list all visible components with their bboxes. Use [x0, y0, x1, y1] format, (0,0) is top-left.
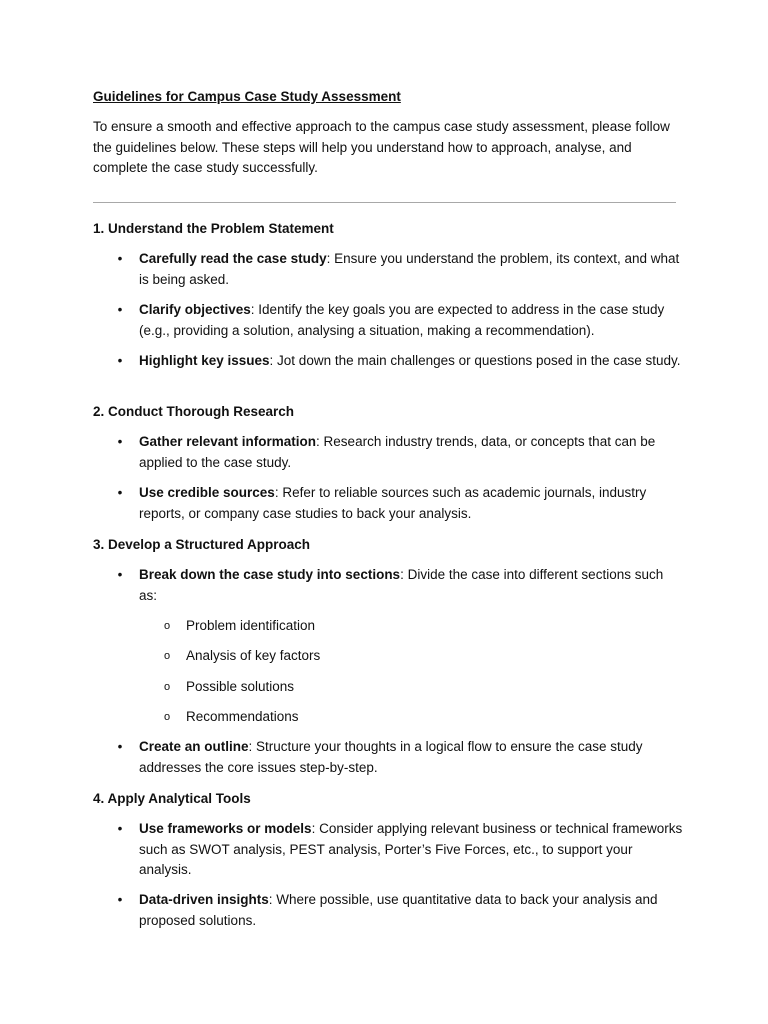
item-term: Use frameworks or models: [139, 821, 312, 836]
item-text: : Ensure you understand the problem, its context, and what is being asked.: [139, 251, 680, 287]
item-term: Highlight key issues: [139, 353, 270, 368]
section-4-heading: 4. Apply Analytical Tools: [93, 791, 251, 806]
section-2-heading: 2. Conduct Thorough Research: [93, 404, 295, 419]
list-item: [117, 432, 684, 473]
item-text: : Where possible, use quantitative data to back your analysis and proposed solutions.: [139, 892, 658, 928]
bullet-icon: •: [117, 739, 123, 754]
item-text: : Research industry trends, data, or concepts that can be applied to the case study.: [139, 434, 656, 470]
item-term: Use credible sources: [139, 485, 275, 500]
section-3-heading: 3. Develop a Structured Approach: [93, 537, 311, 552]
intro-paragraph: To ensure a smooth and effective approach to the campus case study assessment, please follow the guidelines below. These steps will help you understand how to approach, analyse, and complete the case study successfully.: [93, 119, 670, 175]
list-item: [117, 300, 684, 341]
bullet-icon: •: [117, 434, 123, 449]
bullet-icon: •: [117, 251, 123, 266]
list-item: [117, 737, 684, 778]
sub-list-item: [163, 707, 299, 728]
item-term: Break down the case study into sections: [139, 567, 401, 582]
bullet-icon: •: [117, 485, 123, 500]
bullet-icon: •: [117, 302, 123, 317]
item-text: : Jot down the main challenges or questions posed in the case study.: [269, 353, 681, 368]
list-item: [117, 351, 684, 372]
list-item: [117, 483, 684, 524]
bullet-icon: •: [117, 821, 123, 836]
item-term: Clarify objectives: [139, 302, 251, 317]
hollow-bullet-icon: o: [163, 620, 171, 632]
section-1-heading: 1. Understand the Problem Statement: [93, 221, 334, 236]
item-term: Data-driven insights: [139, 892, 269, 907]
sub-list-item: [163, 677, 295, 698]
sub-list-item: [163, 646, 321, 667]
hollow-bullet-icon: o: [163, 650, 171, 662]
item-term: Gather relevant information: [139, 434, 317, 449]
item-term: Carefully read the case study: [139, 251, 327, 266]
hollow-bullet-icon: o: [163, 711, 171, 723]
item-text: : Refer to reliable sources such as academic journals, industry reports, or company case studies to back your analysis.: [139, 485, 647, 521]
sub-item-text: Possible solutions: [186, 679, 295, 694]
item-text: : Consider applying relevant business or technical frameworks such as SWOT analysis, PEST analysis, Porter’s Five Forces, etc., to support your analysis.: [139, 821, 683, 877]
hollow-bullet-icon: o: [163, 681, 171, 693]
sub-list-item: [163, 616, 316, 637]
list-item: [117, 819, 684, 881]
document-title: Guidelines for Campus Case Study Assessment: [93, 89, 401, 104]
bullet-icon: •: [117, 567, 123, 582]
item-text: : Divide the case into different sections such as:: [139, 567, 664, 603]
sub-item-text: Analysis of key factors: [186, 648, 321, 663]
item-term: Create an outline: [139, 739, 249, 754]
item-text: : Identify the key goals you are expected to address in the case study (e.g., providing a solution, analysing a situation, making a recommendation).: [139, 302, 665, 338]
bullet-icon: •: [117, 353, 123, 368]
bullet-icon: •: [117, 892, 123, 907]
list-item: [117, 565, 684, 606]
list-item: [117, 249, 684, 290]
sub-item-text: Recommendations: [186, 709, 299, 724]
item-text: : Structure your thoughts in a logical flow to ensure the case study addresses the core issues step-by-step.: [139, 739, 643, 775]
horizontal-divider: [93, 202, 676, 203]
list-item: [117, 890, 684, 931]
sub-item-text: Problem identification: [186, 618, 316, 633]
